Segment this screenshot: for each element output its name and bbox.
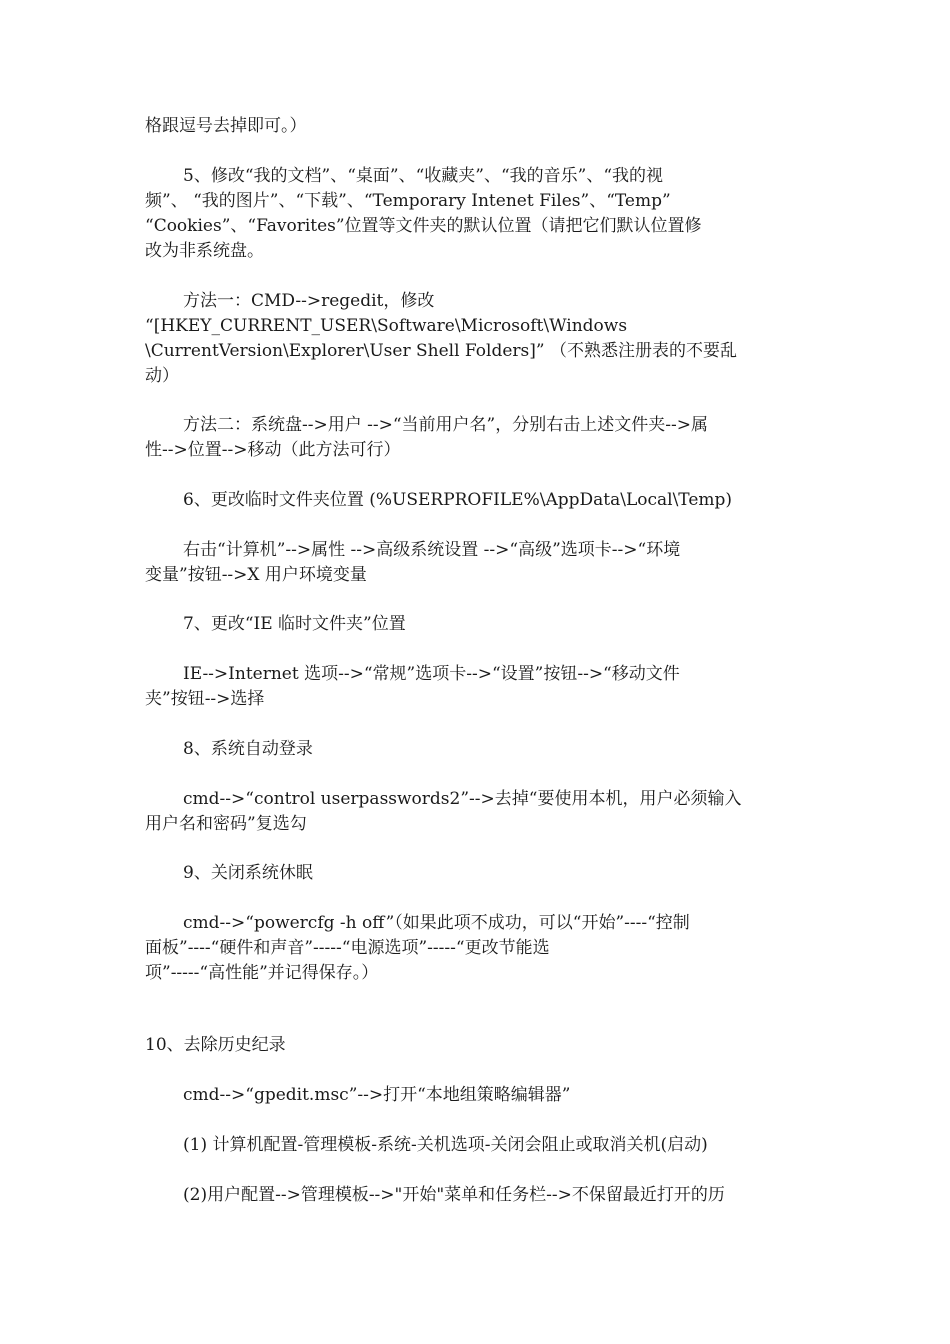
section-6-heading: 6、更改临时文件夹位置 (%USERPROFILE%\AppData\Local\Temp): [183, 490, 733, 510]
text-line: 变量”按钮-->X 用户环境变量: [145, 565, 367, 585]
text-line: 项”-----“高性能”并记得保存。）: [145, 963, 379, 983]
section-7-heading: 7、更改“IE 临时文件夹”位置: [183, 614, 406, 634]
section-5-heading: 5、修改“我的文档”、“桌面”、“收藏夹”、“我的音乐”、“我的视: [183, 166, 664, 186]
section-9-heading: 9、关闭系统休眠: [183, 863, 313, 883]
text-line: 右击“计算机”-->属性 -->高级系统设置 -->“高级”选项卡-->“环境: [183, 540, 681, 560]
text-line: 动）: [145, 366, 179, 386]
text-line: cmd-->“control userpasswords2”-->去掉“要使用本机，用户必须输入: [183, 789, 742, 809]
text-line: 夹”按钮-->选择: [145, 689, 265, 709]
method-two-line: 方法二：系统盘-->用户 -->“当前用户名”，分别右击上述文件夹-->属: [183, 415, 708, 435]
text-line: (2)用户配置-->管理模板-->"开始"菜单和任务栏-->不保留最近打开的历: [183, 1185, 725, 1205]
text-line: 用户名和密码”复选勾: [145, 814, 307, 834]
text-line: IE-->Internet 选项-->“常规”选项卡-->“设置”按钮-->“移动文件: [183, 664, 680, 684]
method-one-line: 方法一：CMD-->regedit，修改: [183, 291, 435, 311]
registry-path-line: \CurrentVersion\Explorer\User Shell Folders]” （不熟悉注册表的不要乱: [145, 341, 737, 361]
section-10-heading: 10、去除历史纪录: [145, 1035, 286, 1055]
text-line: 改为非系统盘。: [145, 241, 264, 261]
text-line: 频”、 “我的图片”、“下载”、“Temporary Intenet Files”、“Temp”: [145, 191, 671, 211]
text-line: cmd-->“gpedit.msc”-->打开“本地组策略编辑器”: [183, 1085, 571, 1105]
text-line: 性-->位置-->移动（此方法可行）: [145, 440, 401, 460]
section-8-heading: 8、系统自动登录: [183, 739, 313, 759]
text-line: 格跟逗号去掉即可。）: [145, 116, 307, 136]
text-line: “Cookies”、“Favorites”位置等文件夹的默认位置（请把它们默认位置修: [145, 216, 702, 236]
text-line: 面板”----“硬件和声音”-----“电源选项”-----“更改节能选: [145, 938, 550, 958]
text-line: cmd-->“powercfg -h off”（如果此项不成功，可以“开始”----“控制: [183, 913, 690, 933]
text-line: (1) 计算机配置-管理模板-系统-关机选项-关闭会阻止或取消关机(启动): [183, 1135, 708, 1155]
registry-path-line: “[HKEY_CURRENT_USER\Software\Microsoft\Windows: [145, 316, 628, 336]
